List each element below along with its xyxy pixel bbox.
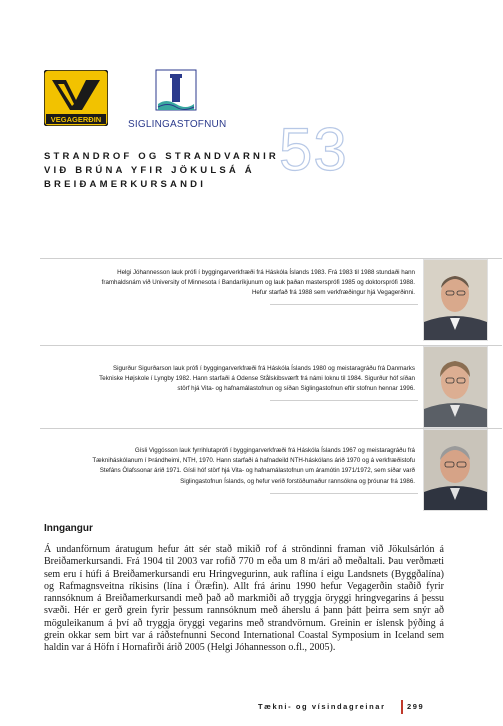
page-number: 299 xyxy=(406,702,425,711)
bio-line: Sigurður Sigurðarson lauk prófi í byggingarverkfræði frá Háskóla Íslands 1980 og meistaragráðu frá Danmarks xyxy=(113,365,415,372)
footer-label: Tækni- og vísindagreinar xyxy=(258,702,386,711)
divider xyxy=(270,400,418,401)
chapter-number: 53 xyxy=(279,116,348,183)
bio-line: Siglingastofnun Íslands, og hefur verið forstöðumaður rannsókna og þróunar frá 1986. xyxy=(180,477,415,485)
vegagerdin-logo xyxy=(44,70,108,126)
divider xyxy=(270,304,418,305)
title-line: VIÐ BRÚNA YFIR JÖKULSÁ Á xyxy=(44,165,255,176)
vegagerdin-logo-text: VEGAGERÐIN xyxy=(50,115,102,124)
divider xyxy=(270,493,418,494)
section-heading: Inngangur xyxy=(44,523,93,534)
title-line: STRANDROF OG STRANDVARNIR xyxy=(44,151,279,162)
author-photo-gisli xyxy=(423,429,488,511)
bio-line: Hefur starfað frá 1988 sem verkfræðingur hjá Vegagerðinni. xyxy=(251,289,415,297)
bio-line: Gísli Viggósson lauk fyrrihlutaprófi í byggingarverkfræði frá Háskóla Íslands 1967 og meistaragráðu frá xyxy=(134,447,415,454)
siglingastofnun-logo xyxy=(128,66,227,130)
article-title xyxy=(44,150,344,192)
siglingastofnun-logo-text: SIGLINGASTOFNUN xyxy=(128,119,227,130)
bio-line: framhaldsnám við University of Minnesota í Bandaríkjunum og lauk þaðan mastersprófi 1985 og doktorsprófi 1988. xyxy=(101,279,415,287)
bio-line: Helgi Jóhannesson lauk prófi í byggingarverkfræði frá Háskóla Íslands 1983. Frá 1983 til 1988 stundaði hann xyxy=(117,269,415,276)
author-bio-sigurdur xyxy=(40,364,415,395)
page-footer xyxy=(258,702,424,711)
bio-line: Stefáns Ólafssonar árið 1971. Gísli hóf störf hjá Vita- og hafnamálastofnun um áramótin 1971/1972, sem síðar varð xyxy=(99,467,415,475)
bio-line: Tækniháskólanum í Þrándheimi, NTH, 1970. Hann starfaði á hafnadeild NTH-háskólans árið 1970 og á verkfræðistofu xyxy=(92,457,415,465)
author-photo-sigurdur xyxy=(423,346,488,428)
author-bio-helgi xyxy=(40,268,415,299)
footer-accent-bar xyxy=(401,700,403,714)
bio-line: störf hjá Vita- og hafnamálastofnun og síðan Siglingastofnun eftir stofnun hennar 1996. xyxy=(177,385,415,393)
bio-line: Tekniske Højskole í Lyngby 1982. Hann starfaði á Odense Stålskibsværft frá námi loknu til 1984. Sigurður hóf síðan xyxy=(99,375,415,383)
author-photo-helgi xyxy=(423,259,488,341)
title-line: BREIÐAMERKURSANDI xyxy=(44,179,207,190)
author-bio-gisli xyxy=(40,446,415,487)
body-paragraph: Á undanförnum áratugum hefur átt sér stað mikið rof á ströndinni framan við Jökulsárlón á Breiðamerkursandi. Frá 1904 til 2003 var rofið 770 m eða um 8 m/ári að meðaltali. Þau verðmæti sem eru í húfi á Breiðamerkursandi eru Hringvegurinn, auk raflína í eigu Landsnets (Byggðalína) og Rafmagnsveitna ríkisins (lína í Öræfin). Allt frá árinu 1990 hefur Vegagerðin staðið fyrir rannsóknum á Breiðamerkursandi með það að markmiði að tryggja öryggi hringvegarins á þessu svæði. Hér er gerð grein fyrir þessum rannsóknum með áherslu á þann þátt þeirra sem snýr að möguleikanum á því að tryggja öryggi vegarins með strandvörnum. Greinin er íslensk þýðing á grein okkar sem birt var á ráðstefnunni Second International Coastal Symposium in Iceland sem haldin var á Höfn í Hornafirði árið 2005 (Helgi Jóhannesson o.fl., 2005). xyxy=(44,544,444,654)
